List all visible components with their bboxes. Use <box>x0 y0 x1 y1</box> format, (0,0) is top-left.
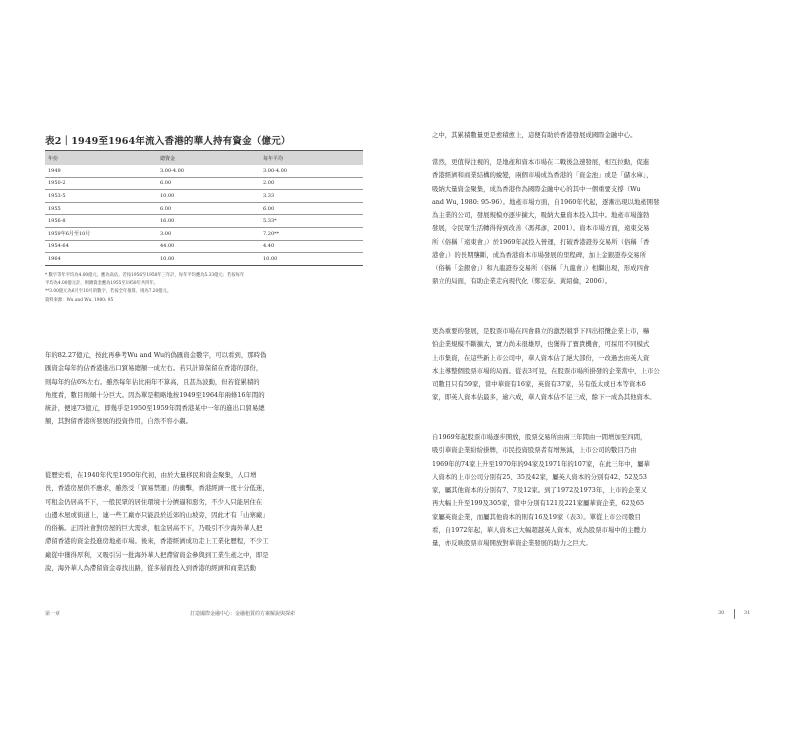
col-average-header: 每年平均 <box>260 151 363 166</box>
text-line: 當然，更值得注視的，是地產和資本市場在二戰後急速發展，相互拉動，促進 <box>432 158 650 166</box>
table-cell: 4.40 <box>260 240 363 253</box>
table-cell: 3.33 <box>260 190 363 203</box>
text-line: 家屬英資企業，而屬其他資本的則有16及19家（表3）。單從上市公司數目 <box>432 512 641 521</box>
table-row <box>45 202 363 215</box>
table-cell: 5.33* <box>260 215 363 228</box>
table-cell: 44.00 <box>157 240 260 253</box>
body-paragraph <box>432 129 762 142</box>
table-row <box>45 227 363 240</box>
table-header-row <box>45 151 363 166</box>
text-line: 發展，令民眾生活轉得得到改善（馮邦彥，2001）。資本市場方面，遠東交易 <box>432 224 650 233</box>
table-note: * 數字等年平均為4.00億元，應為高估。若按1956至1958年三年計，每年平均應為5.33億元；若按每年 <box>45 273 245 278</box>
text-line: 廠從中獲得厚利，又吸引另一批海外華人把滯留資金參與到工業生產之中，即是 <box>45 550 269 559</box>
body-paragraph <box>432 325 762 405</box>
text-line: 量，亦反映股票市場開放對華資企業發展的助力之巨大。 <box>432 539 592 547</box>
text-line: 家，即英人資本佔最多，逾六成，華人資本佔不足三成，餘下一成為其他資本。 <box>432 393 656 402</box>
text-line: 更為重要的發展，是股票市場在四會鼎立的激烈競爭下四出招攬企業上市，嚇 <box>432 327 650 335</box>
table-row <box>45 165 363 177</box>
text-line: 滯留香港的資金投進房地產市場。後來，香港經濟成功走上工業化歷程，不少工 <box>45 537 269 546</box>
text-line: 為主業的公司，發展規模亦逐步擴大，吸納大量資本投入其中。地產市場蓬勃 <box>432 211 650 219</box>
table-cell: 1950-2 <box>45 177 157 190</box>
table-cell: 1956-8 <box>45 215 157 228</box>
footer-book-title: 打造國際金融中心：金融租賃的方案解說與探索 <box>190 611 296 617</box>
text-line: 的俗稱。正因社會對房屋的巨大需求，租金居高不下，乃吸引不少海外華人把 <box>45 524 263 532</box>
text-line: 說，海外華人為滯留資金尋找出路，從多層面投入到香港的經濟和商業活動 <box>45 563 256 572</box>
text-line: 看，自1972年起，華人資本已大幅超越英人資本，成為股票市場中的主體力 <box>432 525 647 534</box>
text-line: 吸納大量資金聚集，成為香港作為國際金融中心的其中一個重要支撐（Wu <box>432 184 641 193</box>
text-line: 自1969年起股票市場逐步開放，股票交易所由兩三年間由一間增加至四間， <box>432 433 647 441</box>
table-cell: 1959年6月至10月 <box>45 227 157 240</box>
page-number-divider <box>734 609 735 619</box>
table-note: **3.00億元為6月至10月的數字，若按全年推算，則為7.20億元。 <box>45 289 172 295</box>
text-line: 可租金仍居高不下，一般民眾的居住環境十分擠逼和惡劣，不少人只能居住在 <box>45 497 263 506</box>
text-line: 山邊木屋或街道上，連一些工廠亦只能設於近郊的山坡旁，因此才有「山寨廠」 <box>45 510 269 519</box>
text-line: 司數目只有59家，當中華資有16家，英資有37家，另有低太或日本等資本6 <box>432 380 646 388</box>
table-row <box>45 177 363 190</box>
table-cell: 6.00 <box>157 202 260 215</box>
table-cell: 3.00-4.00 <box>260 165 363 177</box>
text-line: 上市集資，在這些新上市公司中，華人資本佔了絕大部份，一改過去由英人資 <box>432 353 650 362</box>
table-source: 資料來源：Wu and Wu, 1980: 95 <box>45 297 114 303</box>
table-cell: 7.20** <box>260 227 363 240</box>
table-cell: 1964 <box>45 253 157 266</box>
table-cell: 2.00 <box>260 177 363 190</box>
table-cell: 1955 <box>45 202 157 215</box>
text-line: 從歷史看，在1940年代至1950年代初，由於大量移民和資金聚集，人口增 <box>45 471 257 479</box>
text-line: 怕企業規模不斷擴大，實力尚未很雄厚，也獲得了寶貴機會，可採用不同模式 <box>432 340 650 349</box>
text-line: 則每年約佔6%左右。雖然每年佔比兩年不算高，且甚為波動，但若從累積的 <box>45 377 260 386</box>
table-row <box>45 215 363 228</box>
table-row <box>45 190 363 203</box>
text-line: （俗稱「金銀會」）和九龍證券交易所（俗稱「九龍會」）相繼出現，形成四會 <box>432 264 650 272</box>
table-cell: 1953-5 <box>45 190 157 203</box>
table-cell: 3.00-4.00 <box>157 165 260 177</box>
body-paragraph <box>432 431 762 550</box>
table-cell: 10.00 <box>157 253 260 266</box>
text-line: and Wu, 1980: 95-96）。地產市場方面，自1960年代起，逐漸出現以地產開發 <box>432 197 660 206</box>
table-cell: 1954-64 <box>45 240 157 253</box>
table-cell: 6.00 <box>157 177 260 190</box>
col-total-header: 總資金 <box>157 151 260 166</box>
table-cell: 6.00 <box>260 202 363 215</box>
table-title: 表2｜1949至1964年流入香港的華人持有資金（億元） <box>45 136 291 147</box>
body-paragraph <box>45 469 365 575</box>
table-row <box>45 240 363 253</box>
table-cell: 16.00 <box>157 215 260 228</box>
page-number-left: 30 <box>718 610 725 616</box>
text-line: 之中，其累積數量更是愈積愈上，這便有助於香港發展成國際金融中心。 <box>432 131 637 139</box>
body-paragraph <box>432 156 762 289</box>
table-cell: 3.00 <box>157 227 260 240</box>
text-line: 香港經濟和商業結構的蛻變，兩個市場成為香港的「資金池」或是「儲水庫」， <box>432 171 653 180</box>
text-line: 1969年的74家上升至1970年的94家及1971年的107家，在此三年中，屬華 <box>432 459 650 468</box>
text-line: 角度看，數目則頗十分巨大。因為單是粗略地按1949至1964年兩條16年間的 <box>45 390 265 399</box>
table-row <box>45 253 363 266</box>
page-number-right: 31 <box>744 610 751 616</box>
col-year-header: 年份 <box>45 151 157 166</box>
text-line: 年的82.27億元，按此再參考Wu and Wu的偽匯資金數字，可以看到，那時偽 <box>45 351 267 359</box>
text-line: 吸引華資企業紛紛掛牌，市民投資股票者有增無減，上市公司的數目乃由 <box>432 446 637 455</box>
table-cell: 10.00 <box>157 190 260 203</box>
text-line: 鼎立的局面，有助企業走向現代化（鄭宏泰、黃紹倫，2006）。 <box>432 277 612 286</box>
table-note: 平均為4.00億元計，則總資金應為1955至1958年共四年。 <box>45 281 159 287</box>
text-line: 家，屬其他資本的分別有7、7及12家。到了1972及1973年，上市的企業又 <box>432 486 647 494</box>
text-line: 本主導整個股票市場的局面。從表3可見，在股票市場所掛發的企業當中，上市公 <box>432 366 660 375</box>
text-line: 所（俗稱「遠東會」）於1969年試投入營運，打破香港證券交易所（俗稱「香 <box>432 237 650 246</box>
text-line: 再大幅上升至199及305家，當中分別有121及221家屬華資企業，62及65 <box>432 499 645 508</box>
right-page <box>400 0 800 744</box>
text-line: 統計，便達73億元，即幾乎是1950至1959年間香港某中一年的進出口貿易總 <box>45 404 265 412</box>
table-notes <box>45 272 365 305</box>
table-cell: 10.00 <box>260 253 363 266</box>
body-paragraph <box>45 349 365 429</box>
text-line: 長，香港房屋供不應求，雖然受「貿易禁運」的衝擊，香港經濟一度十分低迷， <box>45 484 269 493</box>
table-cell: 1949 <box>45 165 157 177</box>
footer-chapter-label: 第一章 <box>45 611 61 617</box>
text-line: 額，其對留香港所發展的投資作用，自然不容小覷。 <box>45 417 192 426</box>
capital-table <box>45 150 363 266</box>
text-line: 人資本的上市公司分別有25、35及42家，屬英人資本的分別有42、52及53 <box>432 472 647 481</box>
text-line: 匯資金每年約佔香港進出口貿易總額一成左右。若只計算保留在香港的部份， <box>45 364 263 373</box>
text-line: 港會」）的長期壟斷，成為香港資本市場發展的里程碑，加上金銀證券交易所 <box>432 250 647 259</box>
